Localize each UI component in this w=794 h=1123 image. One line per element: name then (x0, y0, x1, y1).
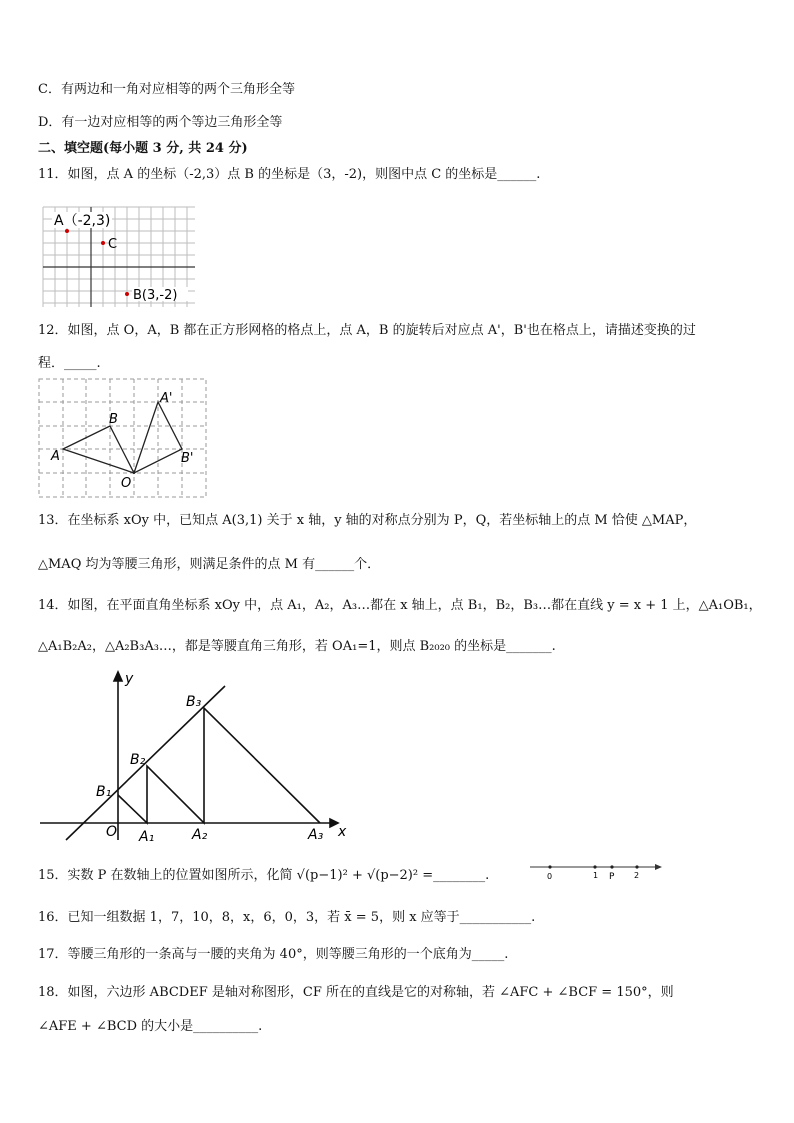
label-a-prime: A' (160, 391, 173, 406)
question-15: 15．实数 P 在数轴上的位置如图所示，化简 √(p−1)² + √(p−2)² =________. (38, 868, 490, 883)
section-heading: 二、填空题(每小题 3 分, 共 24 分) (38, 141, 248, 156)
label-b2: B₂ (130, 752, 146, 768)
y-arrow (114, 672, 122, 681)
tick-1 (593, 865, 596, 868)
label-1: 1 (593, 871, 599, 880)
point-a (65, 229, 69, 233)
question-16: 16．已知一组数据 1，7，10，8，x，6，0，3，若 x̄ = 5，则 x 应等于___________. (38, 910, 536, 925)
label-a2: A₂ (192, 827, 208, 843)
label-a3: A₃ (308, 827, 324, 843)
label-x: x (338, 824, 347, 840)
question-14-line-2: △A₁B₂A₂，△A₂B₃A₃…，都是等腰直角三角形，若 OA₁=1，则点 B₂₀₂₀ 的坐标是_______. (38, 639, 556, 654)
label-0: 0 (547, 872, 553, 881)
question-18-line-1: 18．如图，六边形 ABCDEF 是轴对称图形，CF 所在的直线是它的对称轴，若 ∠AFC + ∠BCF = 150°，则 (38, 985, 674, 1000)
figure-14-triangles (38, 668, 358, 846)
label-y: y (125, 671, 134, 687)
figure-11-grid (40, 203, 198, 309)
label-b1: B₁ (96, 784, 112, 800)
label-b-prime: B' (181, 451, 194, 466)
label-a: A (51, 449, 60, 464)
point-c (101, 241, 105, 245)
triangle-chain (118, 708, 320, 823)
question-12-line-1: 12．如图，点 O，A，B 都在正方形网格的格点上，点 A，B 的旋转后对应点 A'，B'也在格点上，请描述变换的过 (38, 323, 696, 338)
label-c: C (108, 237, 118, 252)
question-11: 11．如图，点 A 的坐标（-2,3）点 B 的坐标是（3，-2)，则图中点 C 的坐标是______. (38, 167, 541, 182)
label-o: O (121, 476, 132, 491)
x-arrow (330, 819, 338, 827)
tick-0 (548, 865, 551, 868)
figure-15-number-line (528, 858, 664, 882)
question-18-line-2: ∠AFE + ∠BCD 的大小是__________. (38, 1019, 263, 1034)
option-c: C．有两边和一角对应相等的两个三角形全等 (38, 82, 295, 97)
point-b (125, 292, 129, 296)
tick-2 (635, 865, 638, 868)
question-14-line-1: 14．如图，在平面直角坐标系 xOy 中，点 A₁，A₂，A₃…都在 x 轴上，点 B₁，B₂，B₃…都在直线 y = x + 1 上，△A₁OB₁， (38, 598, 762, 613)
label-2: 2 (634, 871, 640, 880)
label-a1: A₁ (139, 829, 155, 845)
point-p (610, 865, 613, 868)
figure-12-rotation (36, 376, 210, 500)
question-17: 17．等腰三角形的一条高与一腰的夹角为 40°，则等腰三角形的一个底角为_____. (38, 947, 509, 962)
label-p: P (609, 872, 615, 882)
option-d: D．有一边对应相等的两个等边三角形全等 (38, 115, 283, 130)
question-12-line-2: 程．_____. (38, 356, 101, 371)
label-a: A（-2,3) (54, 213, 111, 229)
label-b3: B₃ (186, 694, 202, 710)
label-o: O (106, 824, 118, 840)
label-b: B(3,-2) (133, 288, 178, 303)
question-13-line-2: △MAQ 均为等腰三角形，则满足条件的点 M 有______个． (38, 557, 381, 572)
question-13-line-1: 13．在坐标系 xOy 中，已知点 A(3,1) 关于 x 轴，y 轴的对称点分别为 P，Q，若坐标轴上的点 M 恰使 △MAP， (38, 513, 697, 528)
label-b: B (109, 412, 118, 427)
